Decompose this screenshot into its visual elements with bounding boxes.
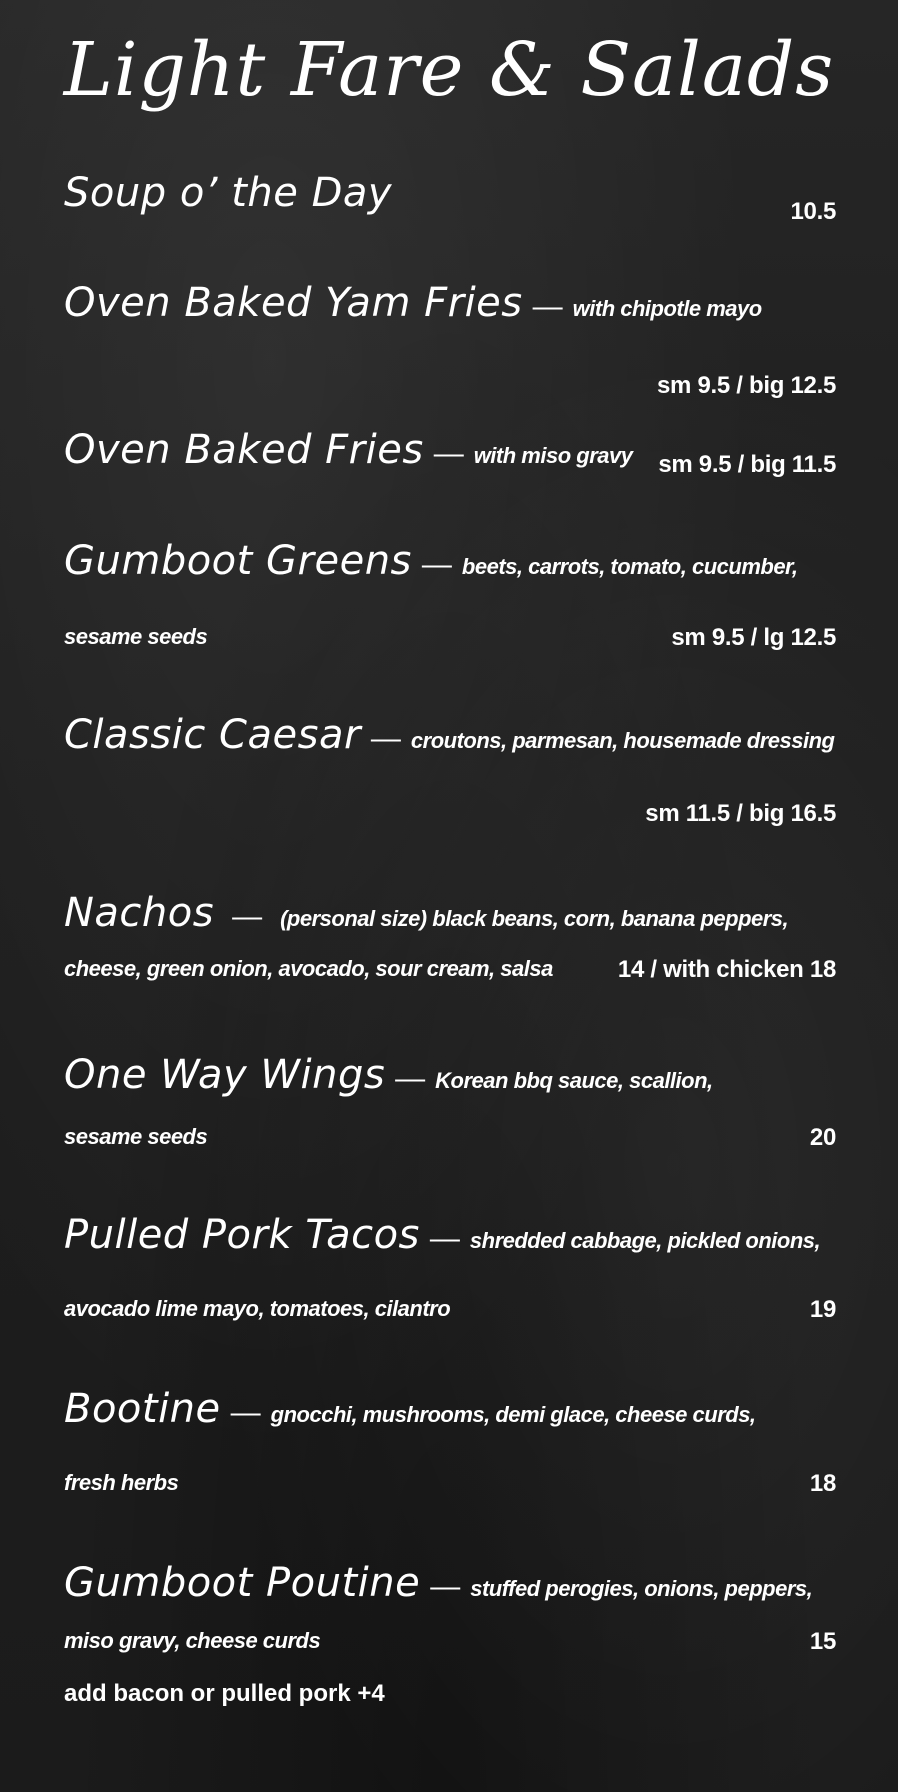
item-description-cont: avocado lime mayo, tomatoes, cilantro: [64, 1296, 451, 1321]
item-name: Soup o’ the Day: [64, 170, 393, 216]
item-name: Oven Baked Fries: [64, 427, 424, 473]
item-name: Nachos: [64, 890, 215, 936]
item-name: Pulled Pork Tacos: [64, 1212, 420, 1258]
item-name: Oven Baked Yam Fries: [64, 280, 523, 326]
item-dash: —: [395, 1062, 426, 1095]
item-name: Gumboot Poutine: [64, 1560, 421, 1606]
item-name: One Way Wings: [64, 1052, 386, 1098]
item-price: sm 11.5 / big 16.5: [645, 800, 836, 827]
item-dash: —: [433, 437, 464, 470]
item-description-cont: cheese, green onion, avocado, sour cream, salsa: [64, 956, 553, 981]
item-description: croutons, parmesan, housemade dressing: [410, 728, 835, 753]
item-description: beets, carrots, tomato, cucumber,: [461, 554, 798, 579]
menu-title: Light Fare & Salads: [63, 27, 835, 113]
item-description: gnocchi, mushrooms, demi glace, cheese curds,: [270, 1402, 756, 1427]
item-dash: —: [370, 722, 401, 755]
item-name: Classic Caesar: [64, 712, 361, 758]
item-price: 14 / with chicken 18: [617, 956, 836, 983]
item-description-cont: miso gravy, cheese curds: [64, 1628, 321, 1653]
item-price: sm 9.5 / big 11.5: [658, 451, 836, 478]
item-price: sm 9.5 / big 12.5: [657, 372, 836, 399]
item-description-cont: sesame seeds: [64, 1124, 208, 1149]
item-price: 10.5: [790, 198, 836, 225]
item-description: shredded cabbage, pickled onions,: [469, 1228, 821, 1253]
item-description: Korean bbq sauce, scallion,: [435, 1068, 713, 1093]
item-description: stuffed perogies, onions, peppers,: [470, 1576, 813, 1601]
item-price: 20: [809, 1124, 836, 1151]
item-description-cont: sesame seeds: [64, 624, 208, 649]
item-description: (personal size) black beans, corn, banana peppers,: [280, 906, 789, 931]
item-description: with chipotle mayo: [572, 296, 762, 321]
item-description-cont: fresh herbs: [64, 1470, 179, 1495]
item-dash: —: [232, 900, 263, 933]
item-dash: —: [429, 1222, 460, 1255]
item-addon: add bacon or pulled pork +4: [64, 1680, 385, 1707]
item-price: 15: [809, 1628, 836, 1655]
item-price: 18: [809, 1470, 836, 1497]
item-dash: —: [421, 548, 452, 581]
item-description: with miso gravy: [473, 443, 633, 468]
item-price: sm 9.5 / lg 12.5: [671, 624, 836, 651]
item-name: Gumboot Greens: [64, 538, 412, 584]
item-dash: —: [532, 290, 563, 323]
item-price: 19: [809, 1296, 836, 1323]
item-dash: —: [430, 1570, 461, 1603]
item-name: Bootine: [64, 1386, 221, 1432]
item-dash: —: [230, 1396, 261, 1429]
